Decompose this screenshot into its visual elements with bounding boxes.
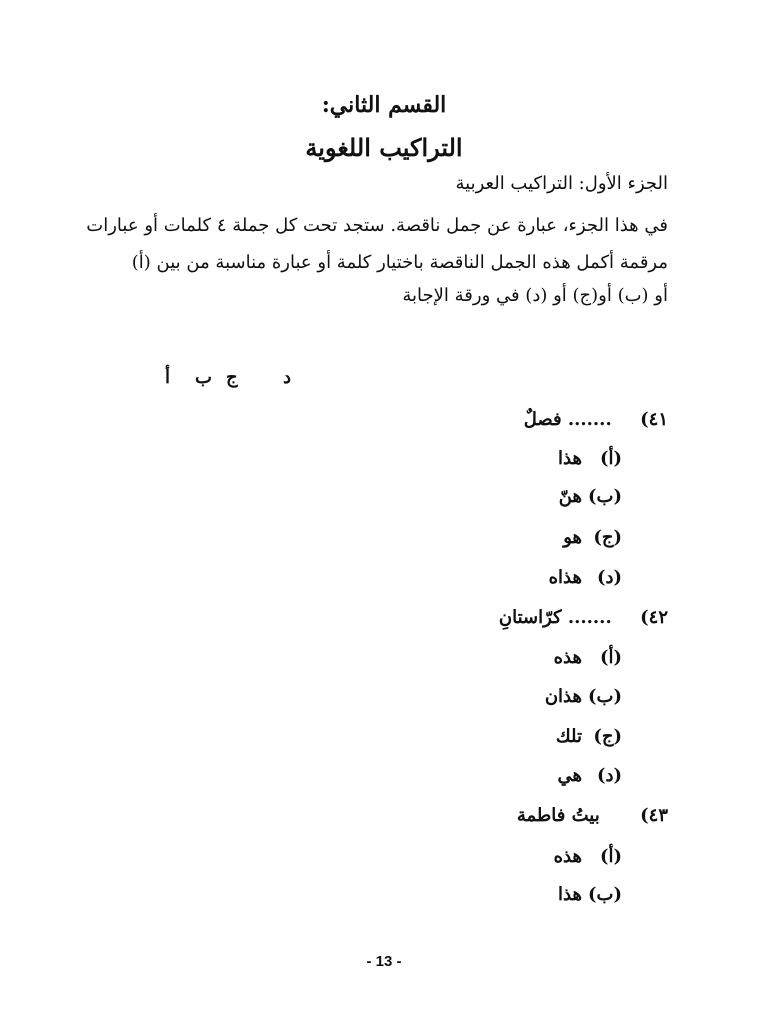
option-a — [554, 645, 622, 671]
option-a — [554, 844, 622, 870]
option-label: (أ) — [599, 448, 622, 469]
option-text: هذه — [553, 846, 582, 867]
option-label: (ب) — [588, 686, 622, 707]
option-label: (د) — [596, 567, 622, 588]
answer-column-header: أ — [165, 367, 171, 388]
option-d — [558, 763, 623, 789]
part-heading: الجزء الأول: التراكيب العربية — [455, 173, 668, 194]
option-a — [558, 446, 622, 472]
option-c — [563, 525, 622, 551]
option-text: تلك — [555, 726, 582, 747]
option-text: هذه — [553, 647, 582, 668]
question-stem: ....... كرّاستانِ — [498, 607, 612, 628]
option-label: (ج) — [593, 527, 622, 548]
section-title: القسم الثاني: — [321, 92, 447, 118]
option-label: (أ) — [599, 846, 622, 867]
option-text: هو — [563, 527, 582, 548]
option-label: (ج) — [593, 726, 622, 747]
instruction-line: في هذا الجزء، عبارة عن جمل ناقصة. ستجد تحت كل جملة ٤ كلمات أو عبارات — [86, 215, 668, 236]
question-number: ٤٢) — [640, 607, 668, 628]
option-text: هذان — [544, 686, 582, 707]
option-text: هذا — [558, 884, 582, 905]
option-text: هذا — [558, 448, 582, 469]
question-number: ٤٣) — [640, 805, 668, 826]
instruction-line: أو (ب) أو(ج) أو (د) في ورقة الإجابة — [402, 285, 668, 306]
answer-column-header: ب — [195, 367, 212, 388]
answer-column-header: د — [283, 367, 292, 388]
option-label: (ب) — [588, 884, 622, 905]
question-stem: ....... فصلٌ — [523, 409, 612, 430]
question-43 — [517, 803, 668, 829]
option-d — [549, 565, 622, 591]
option-b — [559, 484, 622, 510]
question-42 — [499, 605, 668, 631]
section-subtitle: التراكيب اللغوية — [305, 133, 463, 162]
instruction-line: مرقمة أكمل هذه الجمل الناقصة باختيار كلمة أو عبارة مناسبة من بين (أ) — [131, 252, 668, 273]
option-label: (د) — [596, 765, 622, 786]
option-text: هذاه — [548, 567, 582, 588]
page-number: - 13 - — [366, 953, 402, 970]
option-b — [545, 684, 622, 710]
question-41 — [524, 407, 668, 433]
option-b — [558, 882, 622, 908]
question-stem: بيتُ فاطمة — [516, 805, 600, 826]
option-text: هي — [557, 765, 582, 786]
option-label: (ب) — [588, 486, 622, 507]
option-c — [556, 724, 622, 750]
question-number: ٤١) — [640, 409, 668, 430]
answer-column-header: ج — [226, 367, 238, 388]
option-text: هنّ — [558, 486, 582, 507]
option-label: (أ) — [599, 647, 622, 668]
